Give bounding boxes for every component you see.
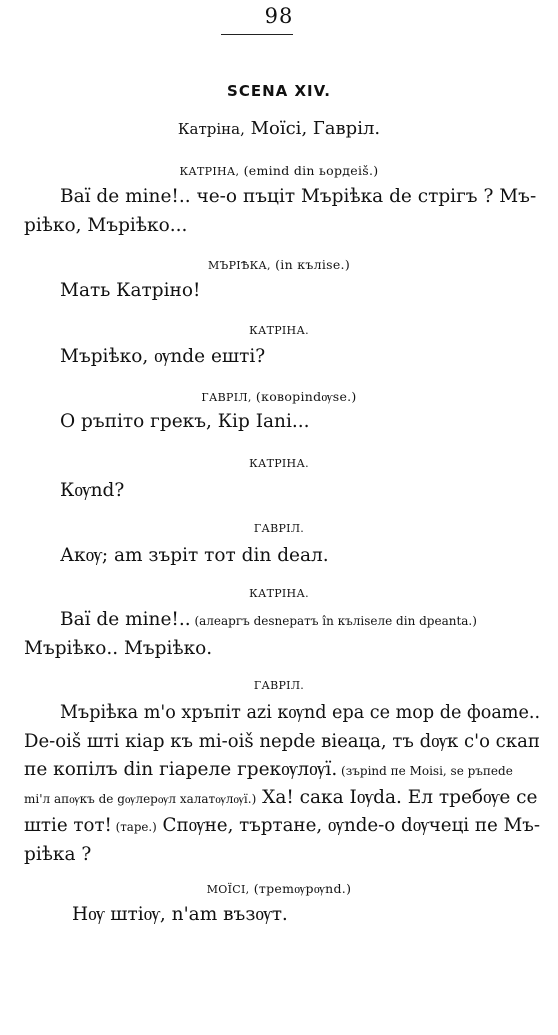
dialogue-line: Dе-оiš шті кіар къ mі-оiš nерdе віеаца, тъ dѹк с'о скап [24,731,540,752]
stage-direction: (таре.) [111,820,157,834]
speaker-heading [0,457,558,470]
dialogue-line [60,609,477,630]
speaker-heading [0,587,558,600]
dialogue-line: Мъріѣко.. Мъріѣко. [24,638,213,659]
speaker-heading [0,163,558,178]
line-text: Спѹне, търтане, ѹnde-о dѹчеці пе Мъ- [156,815,541,836]
speaker-heading [0,324,558,337]
stage-direction: (зъріnd пе Моisi, sе ръпеdе [337,764,513,778]
dialogue-line [24,787,537,809]
line-text: Ха! сака Іѹdа. Ел требѹе се [256,787,538,808]
dialogue-line: Акѹ; am зъріт тот din deал. [60,545,329,566]
stage-direction: (in кълise.) [270,257,350,272]
dialogue-line: Нѹ штіѹ, n'am възѹт. [72,904,288,925]
dialogue-line: ріѣка ? [24,844,92,865]
speaker-name: ГАВРІЛ. [253,522,305,535]
speaker-heading [0,522,558,535]
speaker-name: КАТРІНА. [249,587,309,600]
dialogue-line: Мъріѣка m'о хръпiт azi кѹnd ера се mор dе фоаme.. [60,702,541,723]
speaker-name: КАТРІНА. [249,457,309,470]
dialogue-line [24,759,513,781]
speaker-name: КАТРІНА, [179,165,240,178]
cast-first: Катріна, [177,120,245,138]
speaker-heading [0,257,558,272]
header-rule [221,34,293,35]
dialogue-line: Ваї dе mіnе!.. че-о пъцiт Мъріѣка dе стрігъ ? Мъ- [60,186,537,207]
speaker-heading [0,389,558,405]
dialogue-line: О ръпіто грекъ, Кір Іanі... [60,411,310,432]
speaker-name: МЪРІѢКА, [207,259,271,272]
stage-direction: mі'л апѹкъ dе gѹлерѹл халатѹлѹї.) [24,792,257,806]
speaker-name: ГАВРІЛ. [253,679,305,692]
speaker-heading [0,881,558,897]
speaker-name: ГАВРІЛ, [201,391,252,404]
stage-direction: (еmind din ьордеiš.) [239,163,379,178]
line-text: Ваї dе mіnе!.. [60,609,191,630]
dialogue-line: Мъріѣко, ѹnde ешті? [60,346,266,367]
speaker-name: КАТРІНА. [249,324,309,337]
speaker-name: МОЇСІ, [206,883,250,896]
stage-direction: (коворіndѹse.) [251,389,357,404]
line-text: пе копілъ din гіареле грекѹлѹї. [24,759,338,780]
cast-list [0,118,558,139]
dialogue-line [24,815,540,837]
dialogue-line: Мать Катріно! [60,280,201,301]
speaker-heading [0,679,558,692]
line-text: штіе тот! [24,815,112,836]
dialogue-line: Кѹnd? [60,480,125,501]
stage-direction: (треmѹрѹnd.) [249,881,352,896]
dialogue-line: ріѣко, Мъріѣко... [24,215,188,236]
stage-direction: (алeаргъ desnepaтъ în кълiseле dіn dpeanta.) [190,614,477,628]
scene-title: SCENA XIV. [227,82,331,100]
cast-rest: Моїсі, Гаврiл. [244,118,381,139]
page-number: 98 [264,4,294,28]
